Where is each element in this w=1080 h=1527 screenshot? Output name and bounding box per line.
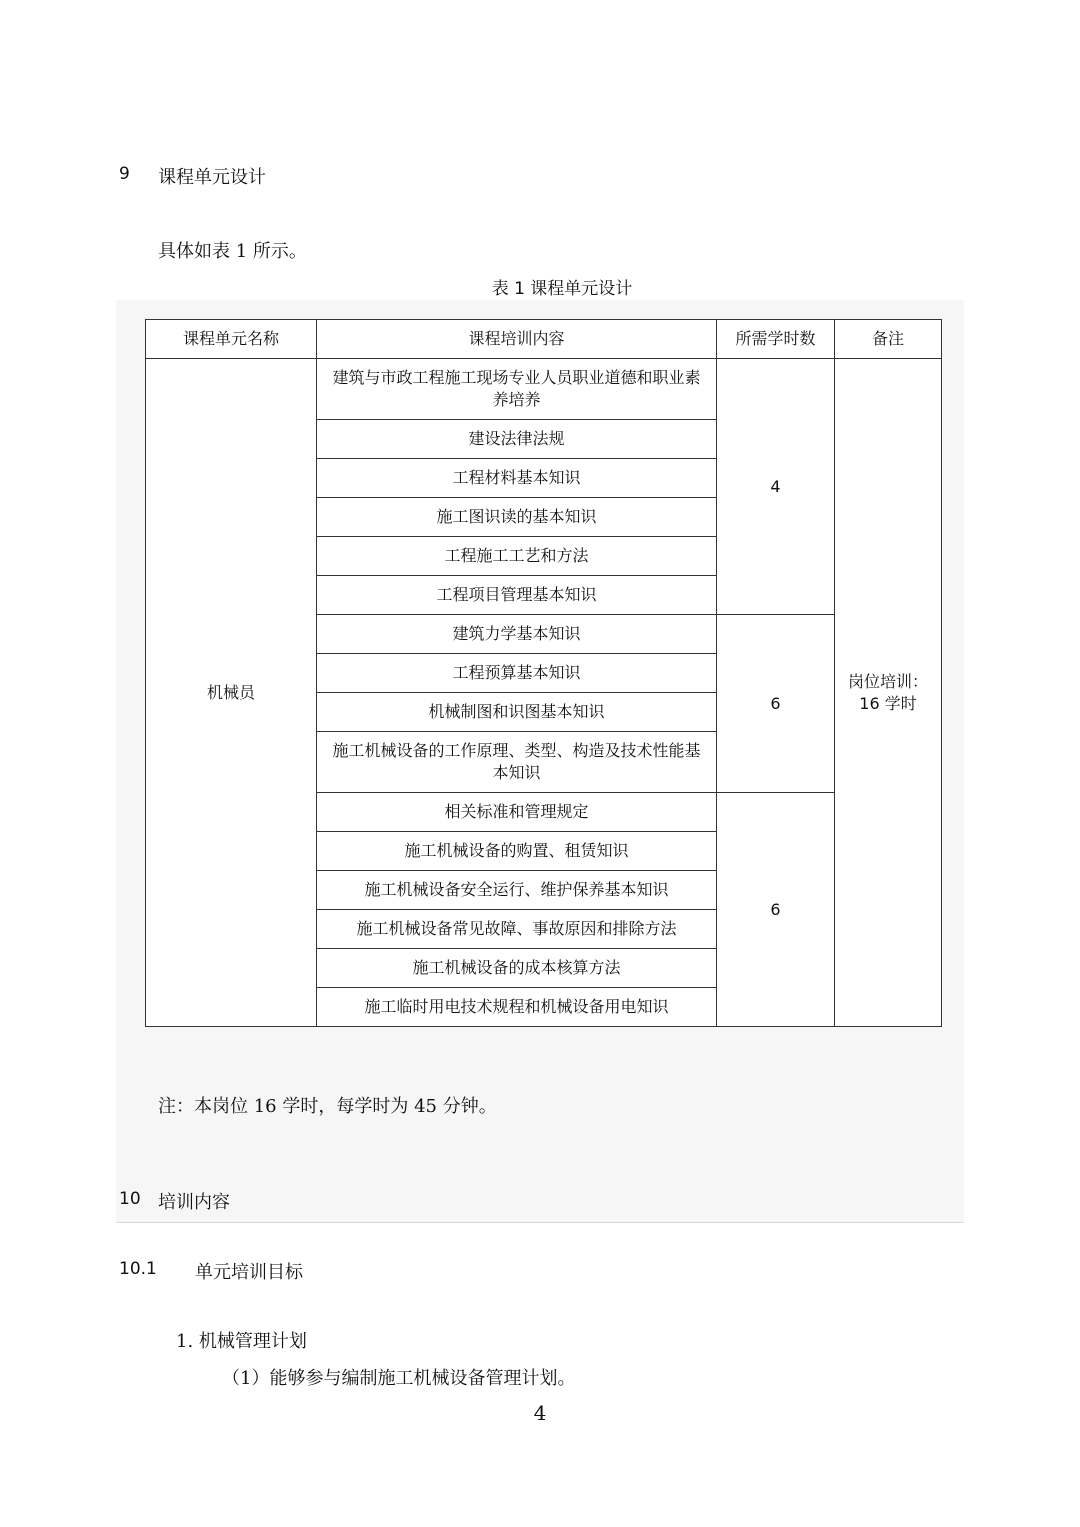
content-cell: 施工机械设备的购置、租赁知识 [317,832,717,871]
remark-line-1: 岗位培训： [847,671,928,691]
table-header-row [146,320,942,359]
section-10-1-title: 单元培训目标 [195,1262,303,1283]
content-cell: 施工机械设备的成本核算方法 [317,949,717,988]
section-9-number: 9 [119,164,130,184]
content-cell: 工程材料基本知识 [317,459,717,498]
section-10-title: 培训内容 [158,1192,230,1213]
hours-cell: 6 [717,615,835,793]
content-cell: 施工机械设备常见故障、事故原因和排除方法 [317,910,717,949]
intro-text: 具体如表 1 所示。 [158,241,307,262]
note-text: 注：本岗位 16 学时，每学时为 45 分钟。 [158,1096,497,1117]
content-cell: 机械制图和识图基本知识 [317,693,717,732]
content-cell: 工程预算基本知识 [317,654,717,693]
hours-cell: 4 [717,359,835,615]
content-cell: 施工机械设备的工作原理、类型、构造及技术性能基本知识 [317,732,717,793]
section-10-number: 10 [119,1189,141,1209]
hours-cell: 6 [717,793,835,1027]
header-hours: 所需学时数 [717,320,835,359]
item-1-heading: 1. 机械管理计划 [176,1331,307,1352]
content-cell: 工程施工工艺和方法 [317,537,717,576]
section-10-1-number: 10.1 [119,1259,157,1279]
content-cell: 相关标准和管理规定 [317,793,717,832]
content-cell: 施工图识读的基本知识 [317,498,717,537]
content-cell: 施工机械设备安全运行、维护保养基本知识 [317,871,717,910]
content-cell: 工程项目管理基本知识 [317,576,717,615]
unit-name-cell: 机械员 [146,359,317,1027]
content-cell: 建筑与市政工程施工现场专业人员职业道德和职业素养培养 [317,359,717,420]
content-cell: 施工临时用电技术规程和机械设备用电知识 [317,988,717,1027]
content-cell: 建设法律法规 [317,420,717,459]
remark-line-2: 16 学时 [859,693,917,713]
course-unit-table [145,319,942,1027]
section-9-title: 课程单元设计 [158,167,266,188]
content-cell: 建筑力学基本知识 [317,615,717,654]
page-number: 4 [533,1401,547,1425]
header-remark: 备注 [835,320,942,359]
item-1-sub-1: （1）能够参与编制施工机械设备管理计划。 [222,1368,576,1389]
table-row [146,359,942,420]
remark-cell [835,359,942,1027]
table-caption: 表 1 课程单元设计 [491,279,633,299]
header-content: 课程培训内容 [317,320,717,359]
header-unit-name: 课程单元名称 [146,320,317,359]
